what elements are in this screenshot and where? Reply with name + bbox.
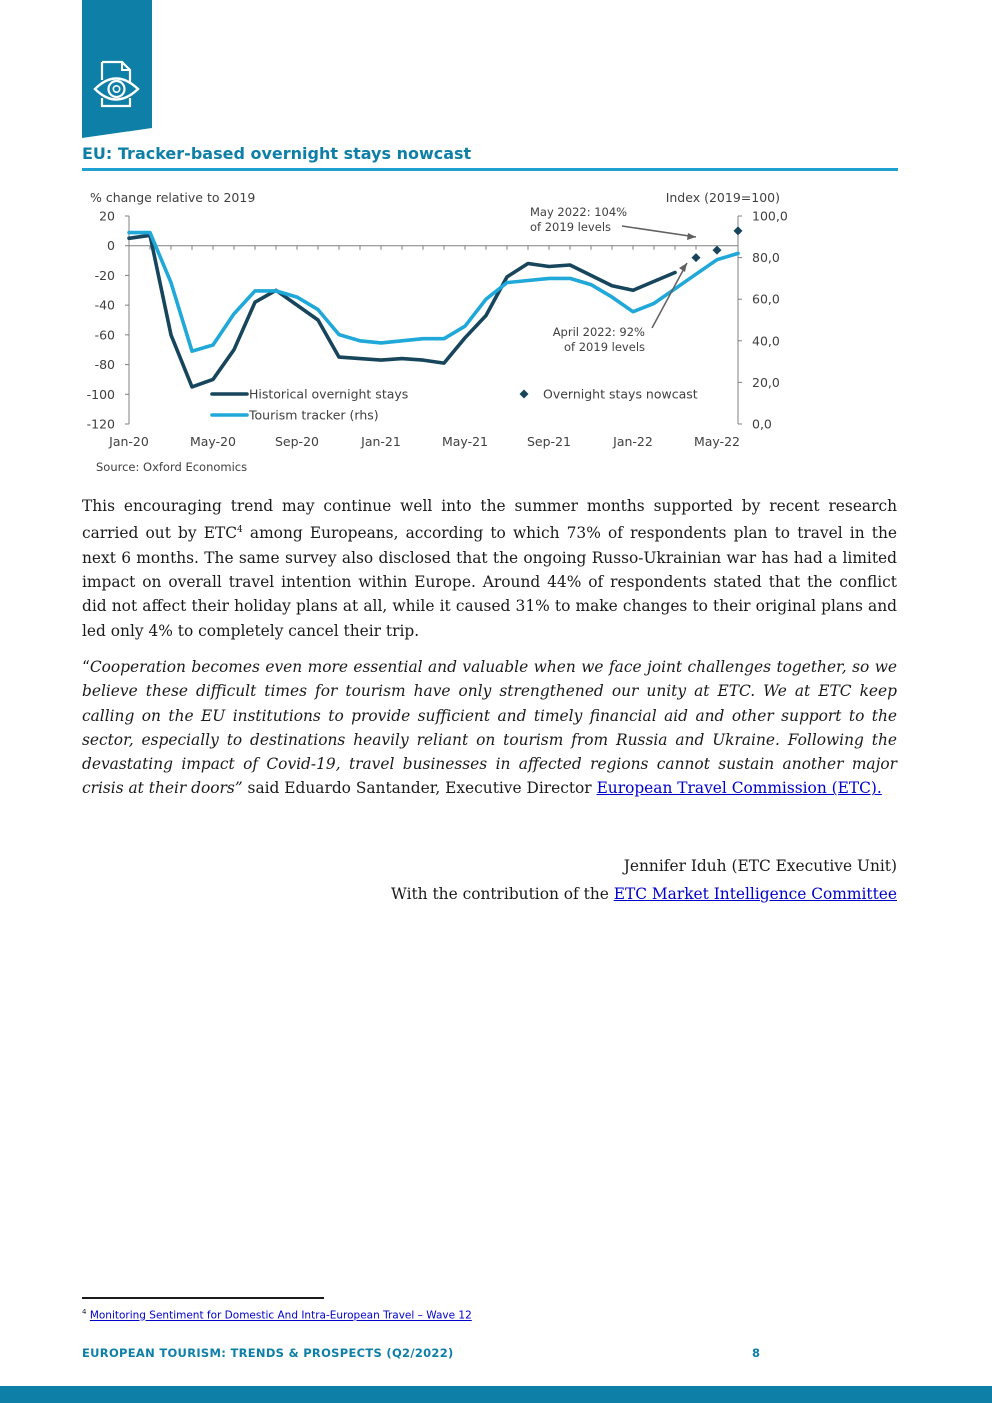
contribution-prefix: With the contribution of the bbox=[391, 885, 614, 903]
left-tick-label: 20 bbox=[99, 208, 115, 224]
legend-label-nowcast: Overnight stays nowcast bbox=[543, 386, 698, 402]
quote-open-mark: “ bbox=[82, 658, 90, 676]
footnote bbox=[82, 1308, 472, 1322]
annotation-apr-line1: April 2022: 92% bbox=[552, 325, 645, 339]
series-line bbox=[129, 233, 738, 352]
annotation-may-arrowhead bbox=[687, 233, 696, 240]
right-tick-label: 40,0 bbox=[752, 333, 780, 349]
annotation-may-line1: May 2022: 104% bbox=[530, 205, 628, 219]
chart-source: Source: Oxford Economics bbox=[96, 460, 248, 474]
left-tick-label: -60 bbox=[94, 327, 115, 343]
quote-paragraph bbox=[82, 655, 897, 801]
legend-label-historical: Historical overnight stays bbox=[249, 386, 409, 402]
quote-text: Cooperation becomes even more essential and valuable when we face joint challenges together, so we believe these difficult times for tourism have only strengthened our unity at ETC. We at ETC keep calling on the EU institutions to provide sufficient and timely financial aid and other support to the sector, especially to destinations heavily reliant on tourism from Russia and Ukraine. Following the devastating impact of Covid-19, travel businesses in affected regions cannot sustain another major crisis at their doors” bbox=[82, 658, 897, 798]
left-tick-label: -20 bbox=[94, 267, 115, 283]
x-tick-label: May-21 bbox=[441, 434, 489, 449]
right-tick-label: 100,0 bbox=[752, 208, 788, 224]
etc-link[interactable]: European Travel Commission (ETC). bbox=[596, 779, 882, 798]
chart-title: EU: Tracker-based overnight stays nowcast bbox=[82, 144, 472, 163]
annotation-apr-line2: of 2019 levels bbox=[564, 340, 645, 354]
left-axis-label: % change relative to 2019 bbox=[90, 190, 256, 205]
body-text-part1: This encouraging trend may continue well into the summer months supported by recent research carried out by ETC bbox=[82, 497, 897, 543]
footnote-ref: 4 bbox=[237, 525, 243, 536]
market-intelligence-link[interactable]: ETC Market Intelligence Committee bbox=[613, 885, 897, 903]
annotation-may-line2: of 2019 levels bbox=[530, 220, 611, 234]
eye-document-icon bbox=[92, 58, 142, 114]
x-tick-label: Jan-22 bbox=[613, 434, 653, 449]
series-line bbox=[129, 235, 675, 387]
x-tick-label: May-20 bbox=[189, 434, 237, 449]
footnote-number: 4 bbox=[82, 1308, 87, 1316]
left-tick-label: -120 bbox=[86, 416, 115, 432]
nowcast-point bbox=[713, 246, 722, 255]
body-paragraph bbox=[82, 494, 897, 643]
legend-swatch-nowcast bbox=[520, 390, 529, 399]
right-tick-label: 0,0 bbox=[752, 416, 772, 432]
left-tick-label: 0 bbox=[107, 238, 115, 254]
footer-title: EUROPEAN TOURISM: TRENDS & PROSPECTS (Q2/2022) bbox=[82, 1346, 454, 1360]
annotation-apr-arrowhead bbox=[679, 263, 687, 272]
overnight-stays-chart bbox=[82, 178, 882, 478]
annotation-may-arrow bbox=[622, 226, 696, 237]
x-tick-label: Sep-20 bbox=[275, 434, 319, 449]
quote-attribution: said Eduardo Santander, Executive Director bbox=[242, 779, 597, 798]
page-number: 8 bbox=[752, 1346, 761, 1360]
nowcast-point bbox=[692, 253, 701, 262]
header-tab bbox=[82, 0, 152, 138]
body-text-part2: among Europeans, according to which 73% of respondents plan to travel in the next 6 months. The same survey also disclosed that the ongoing Russo-Ukrainian war has had a limited impact on overall travel intention within Europe. Around 44% of respondents stated that the conflict did not affect their holiday plans at all, while it caused 31% to make changes to their original plans and led only 4% to completely cancel their trip. bbox=[82, 524, 897, 640]
left-tick-label: -100 bbox=[86, 386, 115, 402]
nowcast-point bbox=[734, 226, 743, 235]
right-axis-label: Index (2019=100) bbox=[665, 190, 780, 205]
signature-block bbox=[391, 852, 897, 908]
footnote-link[interactable]: Monitoring Sentiment for Domestic And Intra-European Travel – Wave 12 bbox=[89, 1309, 472, 1322]
x-tick-label: Sep-21 bbox=[527, 434, 571, 449]
left-tick-label: -40 bbox=[94, 297, 115, 313]
annotation-apr-arrow bbox=[652, 263, 687, 328]
x-tick-label: Jan-20 bbox=[109, 434, 149, 449]
right-tick-label: 60,0 bbox=[752, 291, 780, 307]
right-tick-label: 80,0 bbox=[752, 250, 780, 266]
legend-label-tracker: Tourism tracker (rhs) bbox=[249, 407, 379, 423]
signature-contribution bbox=[391, 880, 897, 908]
title-rule bbox=[82, 168, 898, 171]
footnote-rule bbox=[82, 1297, 324, 1299]
bottom-bar bbox=[0, 1386, 992, 1403]
x-tick-label: May-22 bbox=[693, 434, 741, 449]
x-tick-label: Jan-21 bbox=[361, 434, 401, 449]
right-tick-label: 20,0 bbox=[752, 374, 780, 390]
signature-author: Jennifer Iduh (ETC Executive Unit) bbox=[623, 857, 897, 875]
left-tick-label: -80 bbox=[94, 357, 115, 373]
